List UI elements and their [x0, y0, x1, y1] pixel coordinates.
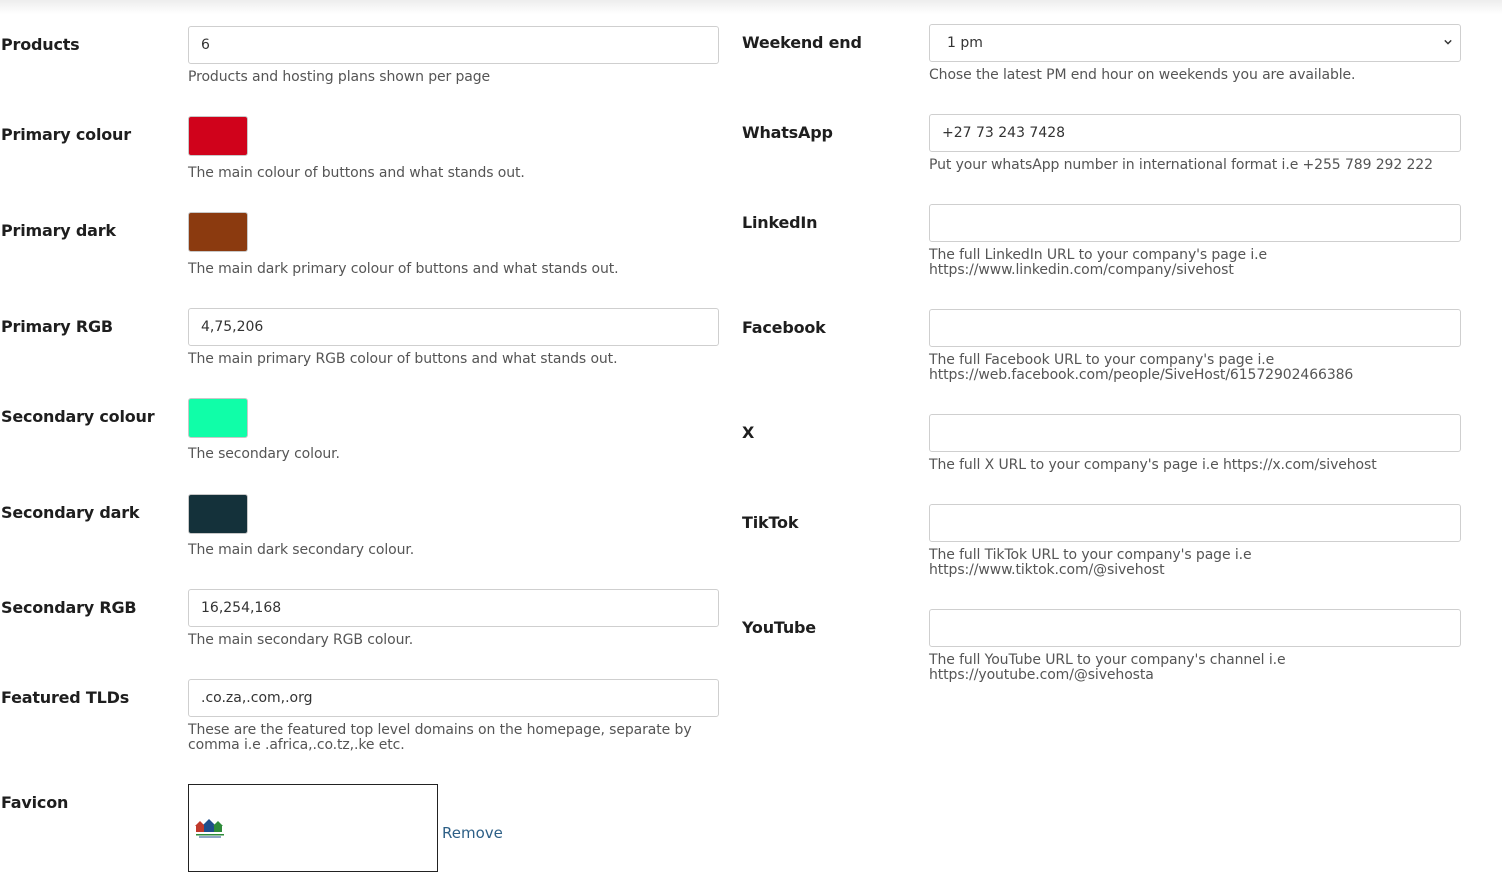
primary-rgb-label: Primary RGB — [1, 317, 113, 336]
facebook-help — [929, 353, 1353, 383]
products-help: Products and hosting plans shown per page — [188, 69, 491, 85]
x-label: X — [742, 423, 755, 442]
primary-dark-label: Primary dark — [1, 221, 116, 240]
secondary-colour-label: Secondary colour — [1, 407, 155, 426]
facebook-input[interactable] — [929, 309, 1461, 347]
remove-favicon-link[interactable]: Remove — [442, 824, 503, 842]
top-shadow — [0, 0, 1502, 14]
whatsapp-label: WhatsApp — [742, 123, 833, 142]
x-input[interactable] — [929, 414, 1461, 452]
youtube-label: YouTube — [742, 618, 816, 637]
featured-tlds-help-line2: comma i.e .africa,.co.tz,.ke etc. — [188, 737, 405, 753]
chevron-down-icon — [1444, 38, 1452, 46]
tiktok-help — [929, 548, 1251, 578]
tiktok-help-line1: The full TikTok URL to your company's page i.e — [929, 547, 1252, 563]
x-help: The full X URL to your company's page i.e https://x.com/sivehost — [929, 457, 1377, 473]
primary-dark-help: The main dark primary colour of buttons and what stands out. — [188, 261, 619, 277]
facebook-help-line2: https://web.facebook.com/people/SiveHost/61572902466386 — [929, 367, 1354, 383]
house-logo-icon — [193, 817, 227, 839]
facebook-help-line1: The full Facebook URL to your company's page i.e — [929, 352, 1275, 368]
featured-tlds-input[interactable] — [188, 679, 719, 717]
secondary-rgb-help: The main secondary RGB colour. — [188, 632, 414, 648]
primary-colour-help: The main colour of buttons and what stands out. — [188, 165, 525, 181]
products-input[interactable] — [188, 26, 719, 64]
products-label: Products — [1, 35, 80, 54]
tiktok-label: TikTok — [742, 513, 799, 532]
weekend-end-label: Weekend end — [742, 33, 862, 52]
primary-rgb-input[interactable] — [188, 308, 719, 346]
weekend-end-select[interactable] — [929, 24, 1461, 62]
youtube-input[interactable] — [929, 609, 1461, 647]
tiktok-help-line2: https://www.tiktok.com/@sivehost — [929, 562, 1165, 578]
youtube-help-line1: The full YouTube URL to your company's channel i.e — [929, 652, 1286, 668]
facebook-label: Facebook — [742, 318, 826, 337]
linkedin-help — [929, 248, 1267, 278]
weekend-end-value: 1 pm — [947, 35, 983, 51]
youtube-help — [929, 653, 1285, 683]
whatsapp-help: Put your whatsApp number in international format i.e +255 789 292 222 — [929, 157, 1433, 173]
featured-tlds-label: Featured TLDs — [1, 688, 130, 707]
primary-rgb-help: The main primary RGB colour of buttons and what stands out. — [188, 351, 618, 367]
featured-tlds-help — [188, 723, 692, 753]
favicon-preview[interactable] — [188, 784, 438, 872]
primary-colour-swatch[interactable] — [188, 116, 248, 156]
secondary-dark-label: Secondary dark — [1, 503, 140, 522]
secondary-colour-swatch[interactable] — [188, 398, 248, 438]
featured-tlds-help-line1: These are the featured top level domains on the homepage, separate by — [188, 722, 692, 738]
youtube-help-line2: https://youtube.com/@sivehosta — [929, 667, 1154, 683]
weekend-end-help: Chose the latest PM end hour on weekends you are available. — [929, 67, 1356, 83]
primary-colour-label: Primary colour — [1, 125, 131, 144]
linkedin-input[interactable] — [929, 204, 1461, 242]
secondary-dark-swatch[interactable] — [188, 494, 248, 534]
tiktok-input[interactable] — [929, 504, 1461, 542]
primary-dark-swatch[interactable] — [188, 212, 248, 252]
secondary-dark-help: The main dark secondary colour. — [188, 542, 415, 558]
linkedin-help-line2: https://www.linkedin.com/company/sivehost — [929, 262, 1234, 278]
whatsapp-input[interactable] — [929, 114, 1461, 152]
linkedin-help-line1: The full LinkedIn URL to your company's page i.e — [929, 247, 1267, 263]
linkedin-label: LinkedIn — [742, 213, 818, 232]
secondary-rgb-label: Secondary RGB — [1, 598, 137, 617]
favicon-label: Favicon — [1, 793, 69, 812]
secondary-colour-help: The secondary colour. — [188, 446, 340, 462]
secondary-rgb-input[interactable] — [188, 589, 719, 627]
